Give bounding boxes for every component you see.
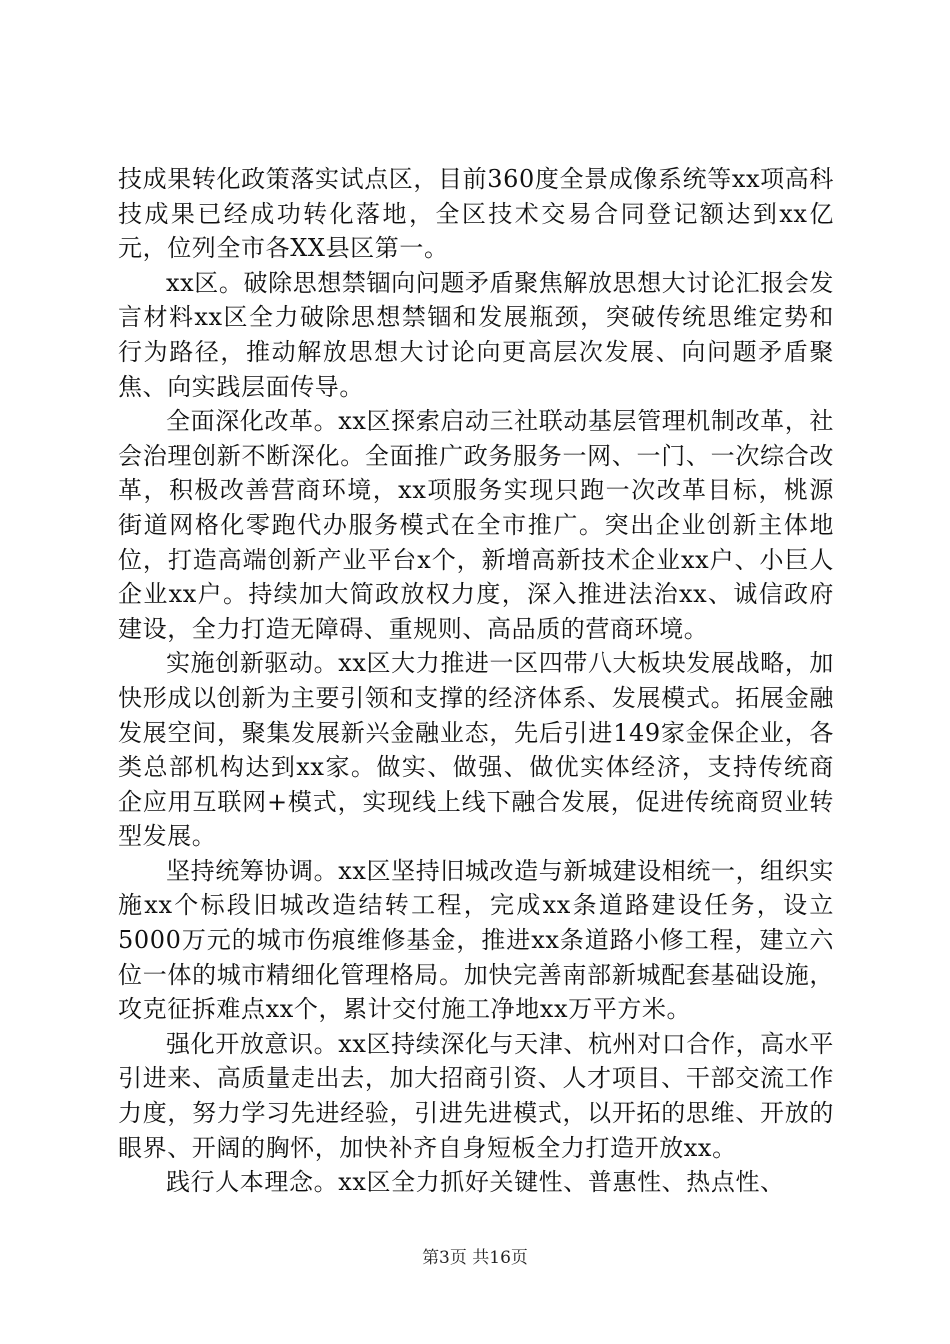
paragraph: 实施创新驱动。xx区大力推进一区四带八大板块发展战略，加快形成以创新为主要引领和支撑的经济体系、发展模式。拓展金融发展空间，聚集发展新兴金融业态，先后引进149家金保企业，各类总部机构达到xx家。做实、做强、做优实体经济，支持传统商企应用互联网+模式，实现线上线下融合发展，促进传统商贸业转型发展。 <box>118 649 834 851</box>
paragraph: 强化开放意识。xx区持续深化与天津、杭州对口合作，高水平引进来、高质量走出去，加大招商引资、人才项目、干部交流工作力度，努力学习先进经验，引进先进模式，以开拓的思维、开放的眼界、开阔的胸怀，加快补齐自身短板全力打造开放xx。 <box>118 1029 834 1162</box>
paragraph: 坚持统筹协调。xx区坚持旧城改造与新城建设相统一，组织实施xx个标段旧城改造结转工程，完成xx条道路建设任务，设立5000万元的城市伤痕维修基金，推进xx条道路小修工程，建立六位一体的城市精细化管理格局。加快完善南部新城配套基础设施，攻克征拆难点xx个，累计交付施工净地xx万平方米。 <box>118 856 834 1024</box>
paragraph: 全面深化改革。xx区探索启动三社联动基层管理机制改革，社会治理创新不断深化。全面推广政务服务一网、一门、一次综合改革，积极改善营商环境，xx项服务实现只跑一次改革目标，桃源街道网格化零跑代办服务模式在全市推广。突出企业创新主体地位，打造高端创新产业平台x个，新增高新技术企业xx户、小巨人企业xx户。持续加大简政放权力度，深入推进法治xx、诚信政府建设，全力打造无障碍、重规则、高品质的营商环境。 <box>118 407 834 643</box>
page-number-footer: 第3页 共16页 <box>422 1248 528 1268</box>
document-body <box>118 162 834 1200</box>
paragraph: 践行人本理念。xx区全力抓好关键性、普惠性、热点性、 <box>166 1168 785 1197</box>
paragraph: xx区。破除思想禁锢向问题矛盾聚焦解放思想大讨论汇报会发言材料xx区全力破除思想禁锢和发展瓶颈，突破传统思维定势和行为路径，推动解放思想大讨论向更高层次发展、向问题矛盾聚焦、向实践层面传导。 <box>118 268 834 401</box>
paragraph-continued: 技成果转化政策落实试点区，目前360度全景成像系统等xx项高科技成果已经成功转化落地，全区技术交易合同登记额达到xx亿元，位列全市各XX县区第一。 <box>118 165 834 263</box>
